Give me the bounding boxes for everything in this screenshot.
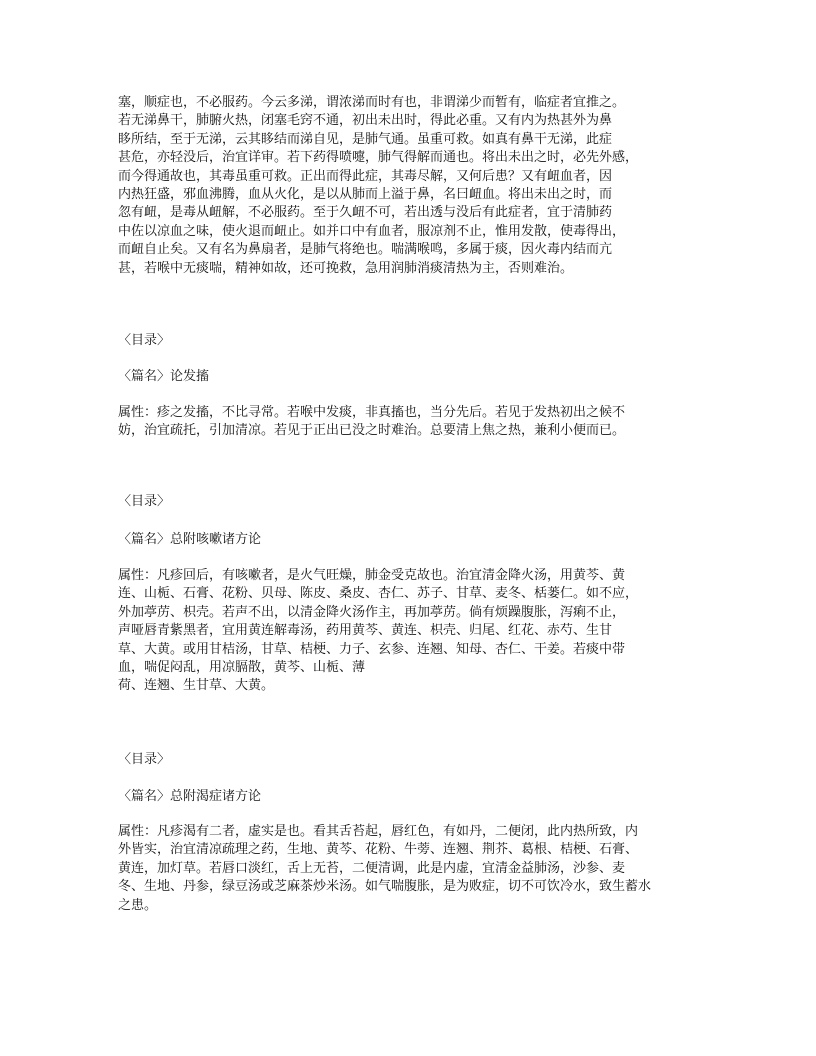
text-line: 眵所结，至于无涕，云其眵结而涕自见，是肺气通。虽重可救。如真有鼻干无涕，此症 bbox=[118, 131, 613, 147]
text-line: 外加葶苈、枳壳。若声不出，以清金降火汤作主，再加葶苈。倘有烦躁腹胀，泻痢不止， bbox=[118, 604, 626, 620]
section-body bbox=[118, 404, 625, 441]
text-line: 属性：疹之发搐，不比寻常。若喉中发痰，非真搐也，当分先后。若见于发热初出之候不 bbox=[118, 405, 626, 420]
text-line: 黄连，加灯草。若唇口淡红，舌上无苔，二便清调，此是内虚，宜清金益肺汤，沙参、麦 bbox=[118, 860, 626, 876]
text-line: 妨，治宜疏托，引加清凉。若见于正出已没之时难治。总要清上焦之热，兼利小便而已。 bbox=[118, 423, 626, 439]
text-line: 草、大黄。或用甘桔汤，甘草、桔梗、力子、玄参、连翘、知母、杏仁、干姜。若痰中带 bbox=[118, 641, 626, 657]
text-line: 内热狂盛，邪血沸腾，血从火化，是以从肺而上溢于鼻，名曰衄血。将出未出之时，而 bbox=[118, 186, 613, 202]
text-line: 外皆实，治宜清凉疏理之药，生地、黄芩、花粉、牛蒡、连翘、荆芥、葛根、桔梗、石膏、 bbox=[118, 842, 639, 858]
section-title: 〈篇名〉总附渴症诸方论 bbox=[118, 789, 262, 804]
text-line: 中佐以凉血之味，使火退而衄止。如并口中有血者，服凉剂不止，惟用发散，使毒得出， bbox=[118, 223, 626, 239]
text-line: 属性：凡疹渴有二者，虚实是也。看其舌苔起，唇红色，有如丹，二便闭，此内热所致，内 bbox=[118, 824, 639, 839]
text-line: 之患。 bbox=[118, 897, 158, 913]
text-line: 荷、连翘、生甘草、大黄。 bbox=[118, 678, 275, 694]
text-line: 血，喘促闷乱，用凉膈散，黄芩、山栀、薄 bbox=[118, 659, 366, 675]
text-line: 甚，若喉中无痰喘，精神如故，还可挽救，急用润肺消痰清热为主，否则难治。 bbox=[118, 260, 574, 276]
section-body bbox=[118, 567, 638, 696]
section-body bbox=[118, 823, 651, 915]
text-line: 冬、生地、丹参，绿豆汤或芝麻茶炒米汤。如气喘腹胀，是为败症，切不可饮冷水，致生蓄水 bbox=[118, 879, 652, 895]
text-line: 而衄自止矣。又有名为鼻扇者，是肺气将绝也。喘满喉鸣，多属于痰，因火毒内结而亢 bbox=[118, 242, 613, 258]
text-line: 而今得通故也，其毒虽重可救。正出而得此症，其毒尽解，又何后患？又有衄血者，因 bbox=[118, 168, 613, 184]
toc-marker: 〈目录〉 bbox=[118, 752, 171, 767]
text-line: 声哑唇青紫黑者，宜用黄连解毒汤，药用黄芩、黄连、枳壳、归尾、红花、赤芍、生甘 bbox=[118, 623, 613, 639]
text-line: 连、山栀、石膏、花粉、贝母、陈皮、桑皮、杏仁、苏子、甘草、麦冬、栝蒌仁。如不应， bbox=[118, 586, 639, 602]
text-line: 若无涕鼻干，肺腑火热，闭塞毛窍不通，初出未出时，得此必重。又有内为热甚外为鼻 bbox=[118, 113, 613, 129]
text-line: 属性：凡疹回后，有咳嗽者，是火气旺燥，肺金受克故也。治宜清金降火汤，用黄芩、黄 bbox=[118, 568, 626, 583]
text-line: 塞，顺症也，不必服药。今云多涕，谓浓涕而时有也，非谓涕少而暂有，临症者宜推之。 bbox=[118, 95, 626, 110]
section-title: 〈篇名〉总附咳嗽诸方论 bbox=[118, 532, 262, 547]
section-title: 〈篇名〉论发搐 bbox=[118, 369, 210, 384]
toc-marker: 〈目录〉 bbox=[118, 333, 171, 348]
toc-marker: 〈目录〉 bbox=[118, 494, 171, 509]
intro-paragraph bbox=[118, 94, 638, 278]
text-line: 忽有衄，是毒从衄解，不必服药。至于久衄不可，若出透与没后有此症者，宜于清肺药 bbox=[118, 205, 613, 221]
text-line: 甚危，亦轻没后，治宜详审。若下药得喷嚏，肺气得解而通也。将出未出之时，必先外感， bbox=[118, 150, 639, 166]
